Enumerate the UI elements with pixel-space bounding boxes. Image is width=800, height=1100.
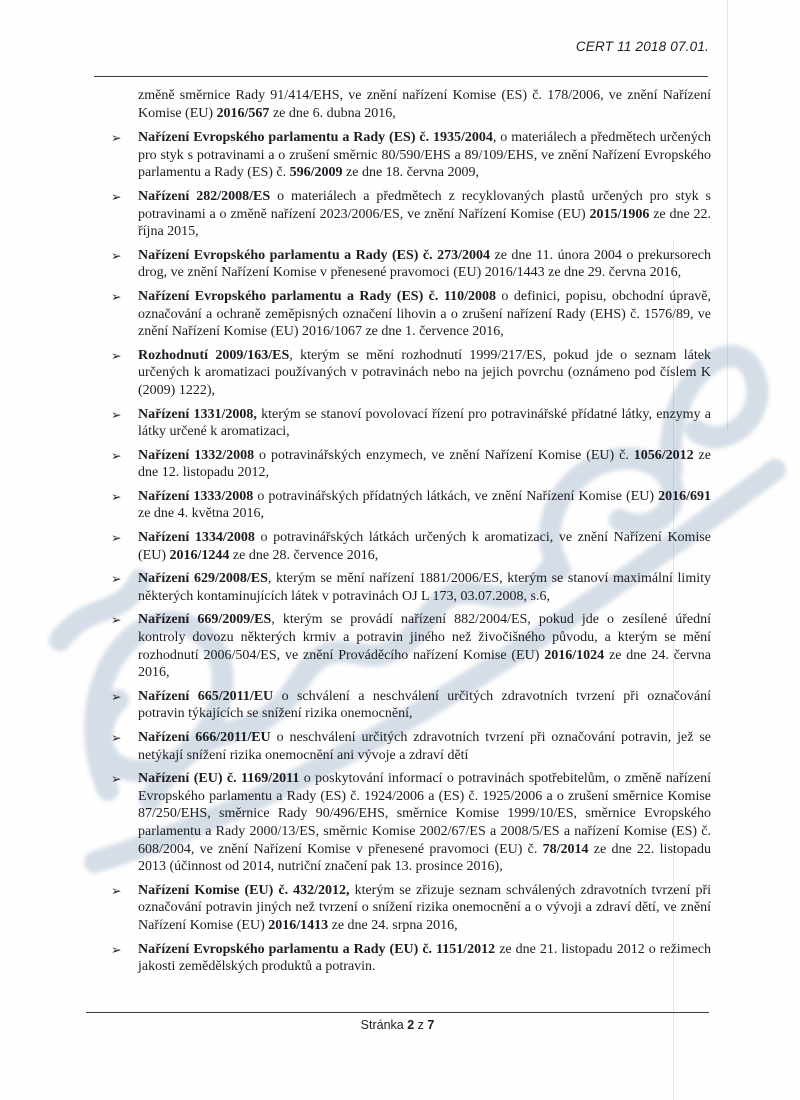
header-rule	[94, 76, 708, 77]
intro-paragraph: změně směrnice Rady 91/414/EHS, ve znění nařízení Komise (ES) č. 178/2006, ve znění Nařízení Komise (EU) 2016/567 ze dne 6. dubna 2016,	[138, 88, 711, 121]
list-item-text: Nařízení (EU) č. 1169/2011 o poskytování informací o potravinách spotřebitelům, o změně nařízení Evropského parlamentu a Rady (ES) č. 1924/2006 a (ES) č. 1925/2006 a o zrušení směrnice Komise 87/250/EHS, směrnice Rady 90/496/EHS, směrnice Komise 1999/10/ES, směrnice Evropského parlamentu a Rady 2000/13/ES, směrnic Komise 2002/67/ES a 2008/5/ES a nařízení Komise (ES) č. 608/2004, ve znění Nařízení Komise v přenesené pravomoci (EU) č. 78/2014 ze dne 22. listopadu 2013 (účinnost od 2014, nutriční značení pak 13. prosince 2016),	[138, 771, 712, 875]
document-body	[95, 87, 711, 982]
list-item-text: Nařízení Evropského parlamentu a Rady (EU) č. 1151/2012 ze dne 21. listopadu 2012 o režimech jakosti zemědělských produktů a potravin.	[138, 941, 711, 975]
list-item-text: Nařízení 1331/2008, kterým se stanoví povolovací řízení pro potravinářské přídatné látky, enzymy a látky určené k aromatizaci,	[138, 406, 711, 440]
arrow-bullet-icon: ➢	[111, 771, 122, 787]
footer-rule	[86, 1012, 709, 1013]
arrow-bullet-icon: ➢	[111, 488, 122, 504]
arrow-bullet-icon: ➢	[111, 347, 122, 363]
list-item	[95, 529, 711, 564]
list-item	[95, 611, 711, 681]
list-item	[95, 688, 711, 723]
arrow-bullet-icon: ➢	[111, 612, 122, 628]
list-item	[95, 347, 711, 400]
arrow-bullet-icon: ➢	[111, 688, 122, 704]
list-item-text: Nařízení 1333/2008 o potravinářských přídatných látkách, ve znění Nařízení Komise (EU) 2016/691 ze dne 4. května 2016,	[138, 488, 711, 522]
arrow-bullet-icon: ➢	[111, 530, 122, 546]
list-item-text: Nařízení Evropského parlamentu a Rady (ES) č. 273/2004 ze dne 11. února 2004 o prekursorech drog, ve znění Nařízení Komise v přenesené pravomoci (EU) 2016/1443 ze dne 29. června 2016,	[138, 247, 711, 281]
list-item	[95, 570, 711, 605]
list-item-text: Nařízení Evropského parlamentu a Rady (ES) č. 1935/2004, o materiálech a předmětech určených pro styk s potravinami a o zrušení směrnic 80/590/EHS a 89/109/EHS, ve znění Nařízení Evropského parlamentu a Rady (ES) č. 596/2009 ze dne 18. června 2009,	[138, 130, 711, 181]
list-item-text: Nařízení Komise (EU) č. 432/2012, kterým se zřizuje seznam schválených zdravotních tvrzení při označování potravin jiných než tvrzení o snížení rizika onemocnění a o vývoji a zdraví dětí, ve znění Nařízení Komise (EU) 2016/1413 ze dne 24. srpna 2016,	[138, 882, 712, 933]
regulation-list	[95, 129, 711, 976]
list-item-text: Nařízení 282/2008/ES o materiálech a předmětech z recyklovaných plastů určených pro styk s potravinami a o změně nařízení 2023/2006/ES, ve znění Nařízení Komise (EU) 2015/1906 ze dne 22. října 2015,	[138, 188, 711, 240]
arrow-bullet-icon: ➢	[111, 130, 122, 146]
list-item	[95, 247, 711, 282]
arrow-bullet-icon: ➢	[111, 571, 122, 587]
arrow-bullet-icon: ➢	[111, 406, 122, 422]
list-item-text: Nařízení 666/2011/EU o neschválení určitých zdravotních tvrzení při označování potravin, jež se netýkají snížení rizika onemocnění ani vývoje a zdraví dětí	[138, 730, 711, 763]
arrow-bullet-icon: ➢	[111, 188, 122, 204]
arrow-bullet-icon: ➢	[111, 247, 122, 263]
document-code: CERT 11 2018 07.01.	[575, 39, 709, 54]
list-item	[95, 288, 711, 341]
arrow-bullet-icon: ➢	[111, 882, 122, 898]
list-item-text: Nařízení 665/2011/EU o schválení a neschválení určitých zdravotních tvrzení při označování potravin týkajících se snížení rizika onemocnění,	[138, 688, 711, 722]
list-item	[95, 129, 711, 182]
list-item	[95, 447, 711, 482]
list-item	[95, 488, 711, 523]
scan-crease-line	[727, 0, 728, 430]
list-item	[95, 882, 711, 935]
list-item	[95, 729, 711, 764]
arrow-bullet-icon: ➢	[111, 730, 122, 745]
arrow-bullet-icon: ➢	[111, 447, 122, 463]
list-item-text: Nařízení 1332/2008 o potravinářských enzymech, ve znění Nařízení Komise (EU) č. 1056/2012 ze dne 12. listopadu 2012,	[138, 447, 711, 481]
list-item-text: Nařízení 1334/2008 o potravinářských látkách určených k aromatizaci, ve znění Nařízení Komise (EU) 2016/1244 ze dne 28. července 2016,	[138, 530, 711, 563]
list-item-text: Nařízení 669/2009/ES, kterým se provádí nařízení 882/2004/ES, pokud jde o zesílené úřední kontroly dovozu některých krmiv a potravin jiného než živočišného původu, a kterým se mění rozhodnutí 2006/504/ES, ve znění Prováděcího nařízení Komise (EU) 2016/1024 ze dne 24. června 2016,	[138, 612, 712, 681]
page-number: Stránka 2 z 7	[360, 1018, 435, 1032]
list-item	[95, 188, 711, 241]
arrow-bullet-icon: ➢	[111, 288, 122, 304]
list-item-text: Rozhodnutí 2009/163/ES, kterým se mění rozhodnutí 1999/217/ES, pokud jde o seznam látek určených k aromatizaci používaných v potravinách nebo na jejich povrchu (oznámeno pod číslem K (2009) 1222),	[138, 347, 711, 398]
list-item	[95, 941, 711, 976]
list-item-text: Nařízení Evropského parlamentu a Rady (ES) č. 110/2008 o definici, popisu, obchodní úpravě, označování a ochraně zeměpisných označení lihovin a o zrušení nařízení Rady (EHS) č. 1576/89, ve znění Nařízení Komise (EU) 2016/1067 ze dne 1. července 2016,	[138, 288, 712, 340]
list-item	[95, 406, 711, 441]
list-item-text: Nařízení 629/2008/ES, kterým se mění nařízení 1881/2006/ES, kterým se stanoví maximální limity některých kontaminujících látek v potravinách OJ L 173, 03.07.2008, s.6,	[138, 571, 711, 604]
arrow-bullet-icon: ➢	[111, 941, 122, 957]
list-item	[95, 770, 711, 876]
